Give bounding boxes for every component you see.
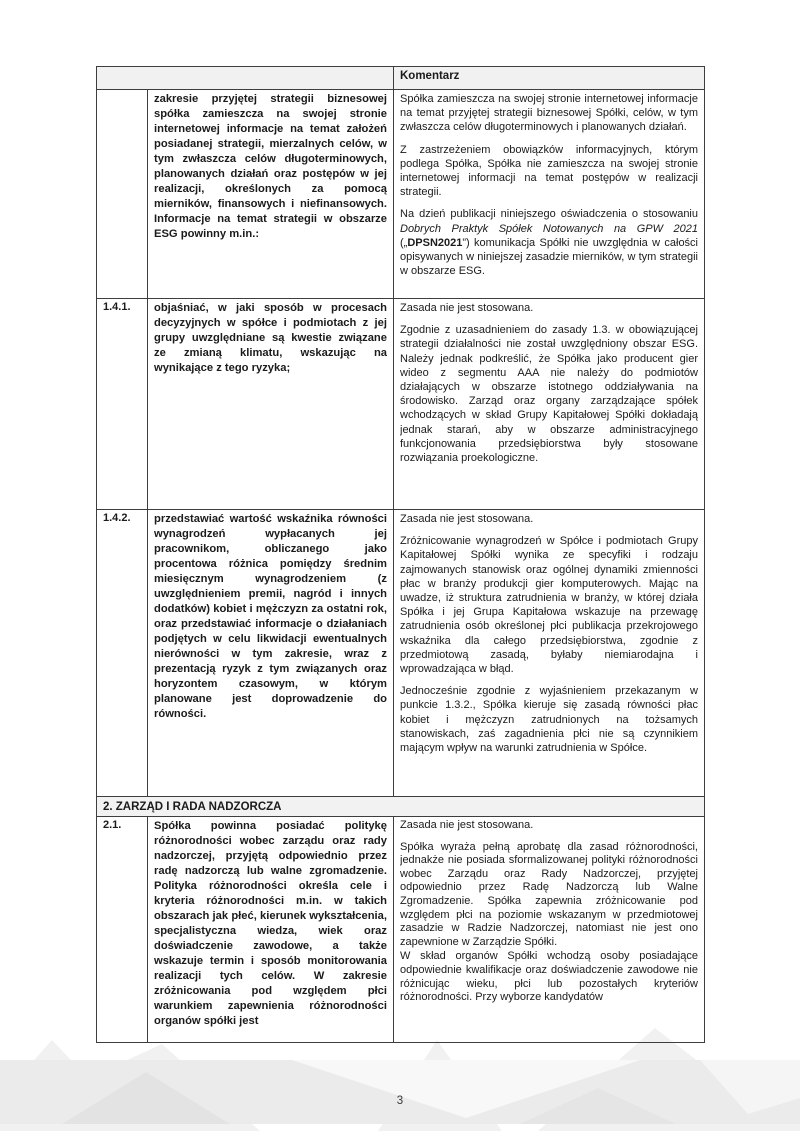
rule-number-cell: 1.4.1.	[97, 299, 148, 510]
comment-paragraph: Zgodnie z uzasadnieniem do zasady 1.3. w obowiązującej strategii działalności nie został uwzględniony obszar ESG. Należy jednak podkreślić, że Spółka jako producent gier wideo z segmentu AAA nie należy do podmiotów działających w obszarze istotnego oddziaływania na środowisko. Zarząd oraz organy zarządzające spółek wchodzących w skład Grupy Kapitałowej Spółki dokładają jednak starań, aby w obszarze administracyjnego funkcjonowania przedsiębiorstwa były stosowane rozwiązania proekologiczne.	[400, 324, 698, 465]
comment-paragraph: Zasada nie jest stosowana.	[400, 513, 534, 525]
rule-text-cell	[148, 510, 394, 797]
rule-text: Spółka powinna posiadać politykę różnorodności wobec zarządu oraz rady nadzorczej, przyjętą odpowiednio przez radę nadzorczą lub walne zgromadzenie. Polityka różnorodności określa cele i kryteria różnorodności m.in. w takich obszarach jak płeć, kierunek wykształcenia, specjalistyczna wiedza, wiek oraz doświadczenie zawodowe, a także wskazuje termin i sposób monitorowania realizacji tych celów. W zakresie zróżnicowania pod względem płci warunkiem zapewnienia różnorodności organów spółki jest	[154, 820, 387, 1027]
comment-paragraph: Zróżnicowanie wynagrodzeń w Spółce i podmiotach Grupy Kapitałowej Spółki wynika ze specyfiki i rodzaju zajmowanych stanowisk oraz ogólnej dynamiki zmienności płac w branży produkcji gier komputerowych. Mając na uwadze, iż struktura zatrudnienia w branży, w której działa Spółka i jej Grupa Kapitałowa wskazuje na przewagę zatrudnienia osób określonej płci publikacja przekrojowego wskaźnika dla całego przedsiębiorstwa, zgodnie z przedmiotową zasadą, byłaby niemiarodajna i wprowadzająca w błąd.	[400, 535, 698, 676]
comment-paragraph	[400, 207, 698, 278]
comment-cell	[394, 299, 705, 510]
rule-row-1-4-2	[97, 510, 705, 797]
rule-row-1-4-1	[97, 299, 705, 510]
comment-segment: Na dzień publikacji niniejszego oświadczenia o stosowaniu	[400, 208, 698, 221]
comment-cell	[394, 510, 705, 797]
comment-paragraph: W skład organów Spółki wchodzą osoby posiadające odpowiednie kwalifikacje oraz doświadczenie zawodowe nie różnicując wieku, płci lub pozostałych kryteriów różnorodności. Przy wyborze kandydatów	[400, 950, 698, 1004]
header-empty-cell	[97, 67, 394, 90]
comment-paragraph: Z zastrzeżeniem obowiązków informacyjnych, którym podlega Spółka, Spółka nie zamieszcza na swojej stronie internetowej informacji na temat postępów w realizacji strategii.	[400, 143, 698, 199]
comment-paragraph: Zasada nie jest stosowana.	[400, 302, 534, 314]
table-header-row	[97, 67, 705, 90]
rule-row-1-4-continued	[97, 90, 705, 299]
rule-text: objaśniać, w jaki sposób w procesach decyzyjnych w spółce i podmiotach z jej grupy uwzględniane są kwestie związane ze zmianą klimatu, wskazując na wynikające z tego ryzyka;	[154, 302, 387, 374]
comment-segment-bold: DPSN2021	[407, 236, 463, 249]
comment-cell	[394, 90, 705, 299]
rule-text: zakresie przyjętej strategii biznesowej spółka zamieszcza na swojej stronie internetowej informacje na temat założeń posiadanej strategii, mierzalnych celów, w tym zwłaszcza celów długoterminowych, planowanych działań oraz postępów w jej realizacji, określonych za pomocą mierników, finansowych i niefinansowych. Informacje na temat strategii w obszarze ESG powinny m.in.:	[154, 93, 387, 240]
comment-paragraph: Spółka wyraża pełną aprobatę dla zasad różnorodności, jednakże nie posiada sformalizowanej polityki różnorodności wobec Zarządu oraz Rady Nadzorczej, przyjętej odpowiednio przez Radę Nadzorczą lub Walne Zgromadzenie. Spółka zapewnia zróżnicowanie pod względem płci na poziomie wskazanym w przedmiotowej zasadzie w Radzie Nadzorczej, natomiast nie jest ono zapewnione w Zarządzie Spółki.	[400, 840, 698, 948]
comment-paragraph: Zasada nie jest stosowana.	[400, 819, 534, 831]
compliance-table	[96, 66, 705, 1043]
rule-text-cell	[148, 817, 394, 1043]
comment-segment: ”) komunikacja Spółki nie uwzględnia w całości opisywanych w niniejszej zasadzie mierników, w tym strategii w obszarze ESG.	[400, 236, 698, 278]
rule-text-cell	[148, 299, 394, 510]
rule-number-cell	[97, 90, 148, 299]
comment-paragraph: Jednocześnie zgodnie z wyjaśnieniem przekazanym w punkcie 1.3.2., Spółka kieruje się zasadą równości płac kobiet i mężczyzn zatrudnionych na tożsamych stanowiskach, zaś zagadnienia płci nie są czynnikiem mającym wpływ na warunki zatrudnienia w Spółce.	[400, 685, 698, 755]
comment-column-header: Komentarz	[394, 67, 705, 90]
comment-segment: („	[400, 236, 408, 249]
rule-text: przedstawiać wartość wskaźnika równości wynagrodzeń wypłacanych jej pracownikom, obliczanego jako procentowa różnica pomiędzy średnim miesięcznym wynagrodzeniem (z uwzględnieniem premii, nagród i innych dodatków) kobiet i mężczyzn za ostatni rok, oraz przedstawiać informacje o działaniach podjętych w celu likwidacji ewentualnych nierówności w tym zakresie, wraz z prezentacją ryzyk z tym związanych oraz horyzontem czasowym, w którym planowane jest doprowadzenie do równości.	[154, 513, 387, 720]
comment-cell	[394, 817, 705, 1043]
section-title: 2. ZARZĄD I RADA NADZORCZA	[97, 797, 705, 817]
page-number: 3	[396, 1095, 404, 1107]
section-header-row	[97, 797, 705, 817]
rule-row-2-1	[97, 817, 705, 1043]
rule-number-cell: 1.4.2.	[97, 510, 148, 797]
rule-text-cell	[148, 90, 394, 299]
rule-number-cell: 2.1.	[97, 817, 148, 1043]
comment-paragraph: Spółka zamieszcza na swojej stronie internetowej informacje na temat przyjętej strategii biznesowej Spółki, celów, w tym zwłaszcza celów długoterminowych i planowanych działań.	[400, 93, 698, 134]
compliance-table-wrapper	[96, 66, 705, 1043]
comment-segment-italic: Dobrych Praktyk Spółek Notowanych na GPW 2021	[400, 222, 698, 235]
